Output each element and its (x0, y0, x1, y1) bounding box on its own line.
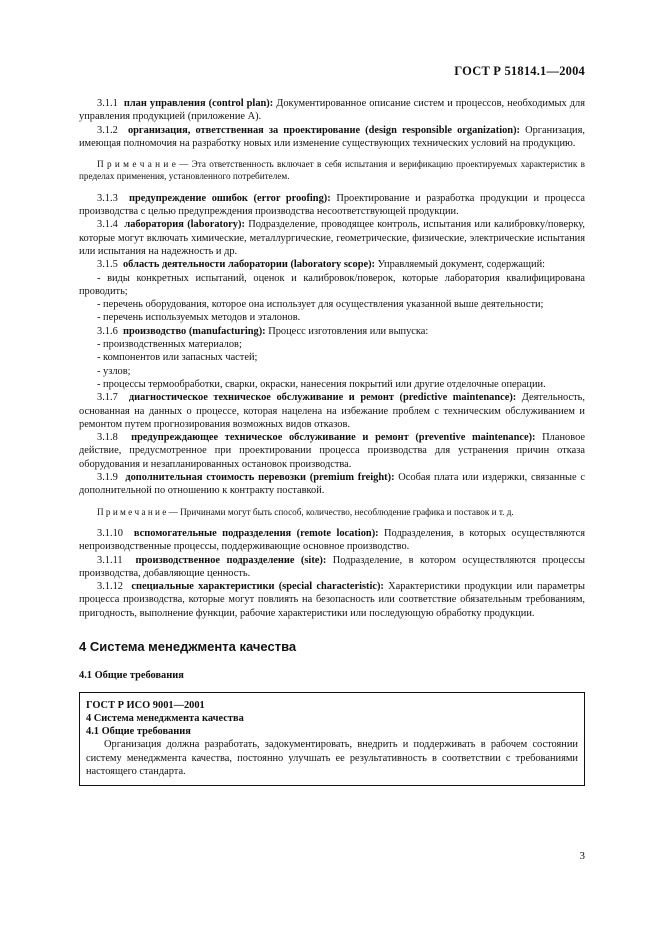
definition-3-1-1 (79, 97, 585, 124)
list-item: - виды конкретных испытаний, оценок и калибровок/поверок, которые лаборатория квалифицирована проводить; (79, 272, 585, 297)
term: лаборатория (laboratory): (124, 219, 245, 231)
list-item: - компонентов или запасных частей; (97, 352, 258, 364)
note-text: — Причинами могут быть способ, количество, несоблюдение графика и поставок и т. д. (166, 506, 514, 517)
box-section-heading: 4 Система менеджмента качества (86, 712, 244, 724)
section-heading: 4 Система менеджмента качества (79, 638, 297, 654)
definition-text: Подразделения, в которых осуществляются непроизводственные процессы, поддерживающие основное производство. (79, 527, 585, 553)
clause-number: 3.1.4 (97, 219, 118, 231)
term: предупреждение ошибок (error proofing): (129, 192, 331, 204)
definition-text: Процесс изготовления или выпуска: (265, 325, 429, 337)
term: вспомогательные подразделения (remote location): (133, 527, 379, 539)
clause-number: 3.1.1 (97, 98, 118, 109)
definition-3-1-7 (79, 391, 585, 431)
clause-number: 3.1.11 (97, 554, 123, 566)
term: специальные характеристики (special characteristic): (131, 581, 384, 593)
note-label: П р и м е ч а н и е (97, 506, 167, 517)
term: диагностическое техническое обслуживание и ремонт (predictive maintenance): (128, 392, 517, 404)
definition-text: Деятельность, основанная на данных о процессе, которая нацелена на избежание проблем с техническим обслуживанием и ремонтом путем прогнозирования возможных видов отказов. (79, 392, 585, 430)
definition-3-1-4 (79, 218, 585, 258)
definition-3-1-11 (79, 554, 585, 581)
list-item: - производственных материалов; (97, 339, 242, 351)
note-2 (79, 506, 585, 518)
definition-text: Документированное описание систем и процессов, необходимых для управления продукцией (приложение А). (79, 98, 585, 123)
term: производство (manufacturing): (122, 325, 266, 337)
document-code-header: ГОСТ Р 51814.1—2004 (454, 64, 585, 78)
term: область деятельности лаборатории (laboratory scope): (122, 259, 376, 271)
definition-text: Характеристики продукции или параметры процесса производства, которые могут повлиять на безопасность или соответствие обязательным требованиям, пригодность, выполнение функции, рабочие характеристики или последующую обработку продукции. (79, 581, 585, 619)
term: дополнительная стоимость перевозки (premium freight): (125, 472, 395, 484)
note-1 (79, 158, 585, 183)
definition-text: Организация, имеющая полномочия на разработку новых или изменение существующих технических условий на продукцию. (79, 124, 585, 149)
list-item: - узлов; (97, 365, 131, 377)
term: план управления (control plan): (123, 98, 274, 109)
clause-number: 3.1.9 (97, 472, 118, 484)
definition-text: Управляемый документ, содержащий: (375, 259, 546, 271)
subsection-heading: 4.1 Общие требования (79, 670, 184, 682)
definition-3-1-5 (79, 258, 585, 271)
definition-text: Проектирование и разработка продукции и процесса производства с целью предупреждения производства несоответствующей продукции. (79, 192, 585, 218)
definition-text: Плановое действие, предусмотренное при проектировании процесса производства для устранения причин отказа оборудования и незапланированных остановок производства. (79, 432, 585, 470)
definition-3-1-10 (79, 527, 585, 554)
list-item: - процессы термообработки, сварки, окраски, нанесения покрытий или другие отделочные операции. (97, 378, 546, 390)
quoted-standard-box (79, 692, 585, 787)
box-subsection-heading: 4.1 Общие требования (86, 726, 191, 738)
definition-3-1-2 (79, 124, 585, 151)
term: организация, ответственная за проектирование (design responsible organization): (127, 124, 520, 136)
clause-number: 3.1.12 (97, 581, 123, 593)
note-text: — Эта ответственность включает в себя испытания и верификацию проектируемых характеристик в пределах применения, установленного потребителем. (79, 159, 585, 182)
list-item: - перечень оборудования, которое она использует для осуществления указанной выше деятельности; (97, 299, 544, 311)
note-label: П р и м е ч а н и е (97, 159, 176, 170)
clause-number: 3.1.5 (97, 259, 118, 271)
definition-text: Подразделение, в котором осуществляются процессы производства, добавляющие ценность. (79, 554, 585, 579)
definition-3-1-12 (79, 580, 585, 620)
clause-number: 3.1.8 (97, 432, 118, 444)
term: предупреждающее техническое обслуживание и ремонт (preventive maintenance): (131, 432, 536, 444)
clause-number: 3.1.6 (97, 325, 118, 337)
clause-number: 3.1.2 (97, 124, 118, 136)
list-item: - перечень используемых методов и эталонов. (97, 312, 301, 324)
document-body (79, 97, 585, 786)
definition-3-1-6 (79, 325, 585, 338)
definition-3-1-9 (79, 471, 585, 498)
definition-3-1-3 (79, 192, 585, 219)
page-number: 3 (579, 850, 585, 862)
term: производственное подразделение (site): (135, 554, 327, 566)
definition-3-1-8 (79, 431, 585, 471)
clause-number: 3.1.3 (97, 192, 118, 204)
definition-text: Подразделение, проводящее контроль, испытания или калибровку/поверку, которые могут включать химические, металлургические, геометрические, физические, электрические испытания или испытания на надежность и др. (79, 219, 585, 257)
clause-number: 3.1.10 (97, 527, 123, 539)
definition-text: Особая плата или издержки, связанные с дополнительной по отношению к контракту поставкой. (79, 472, 585, 497)
box-standard-code: ГОСТ Р ИСО 9001—2001 (86, 699, 205, 711)
clause-number: 3.1.7 (97, 392, 118, 404)
box-text: Организация должна разработать, задокументировать, внедрить и поддерживать в рабочем состоянии систему менеджмента качества, постоянно улучшать ее результативность в соответствии с требованиями настоящего стандарта. (86, 739, 578, 778)
